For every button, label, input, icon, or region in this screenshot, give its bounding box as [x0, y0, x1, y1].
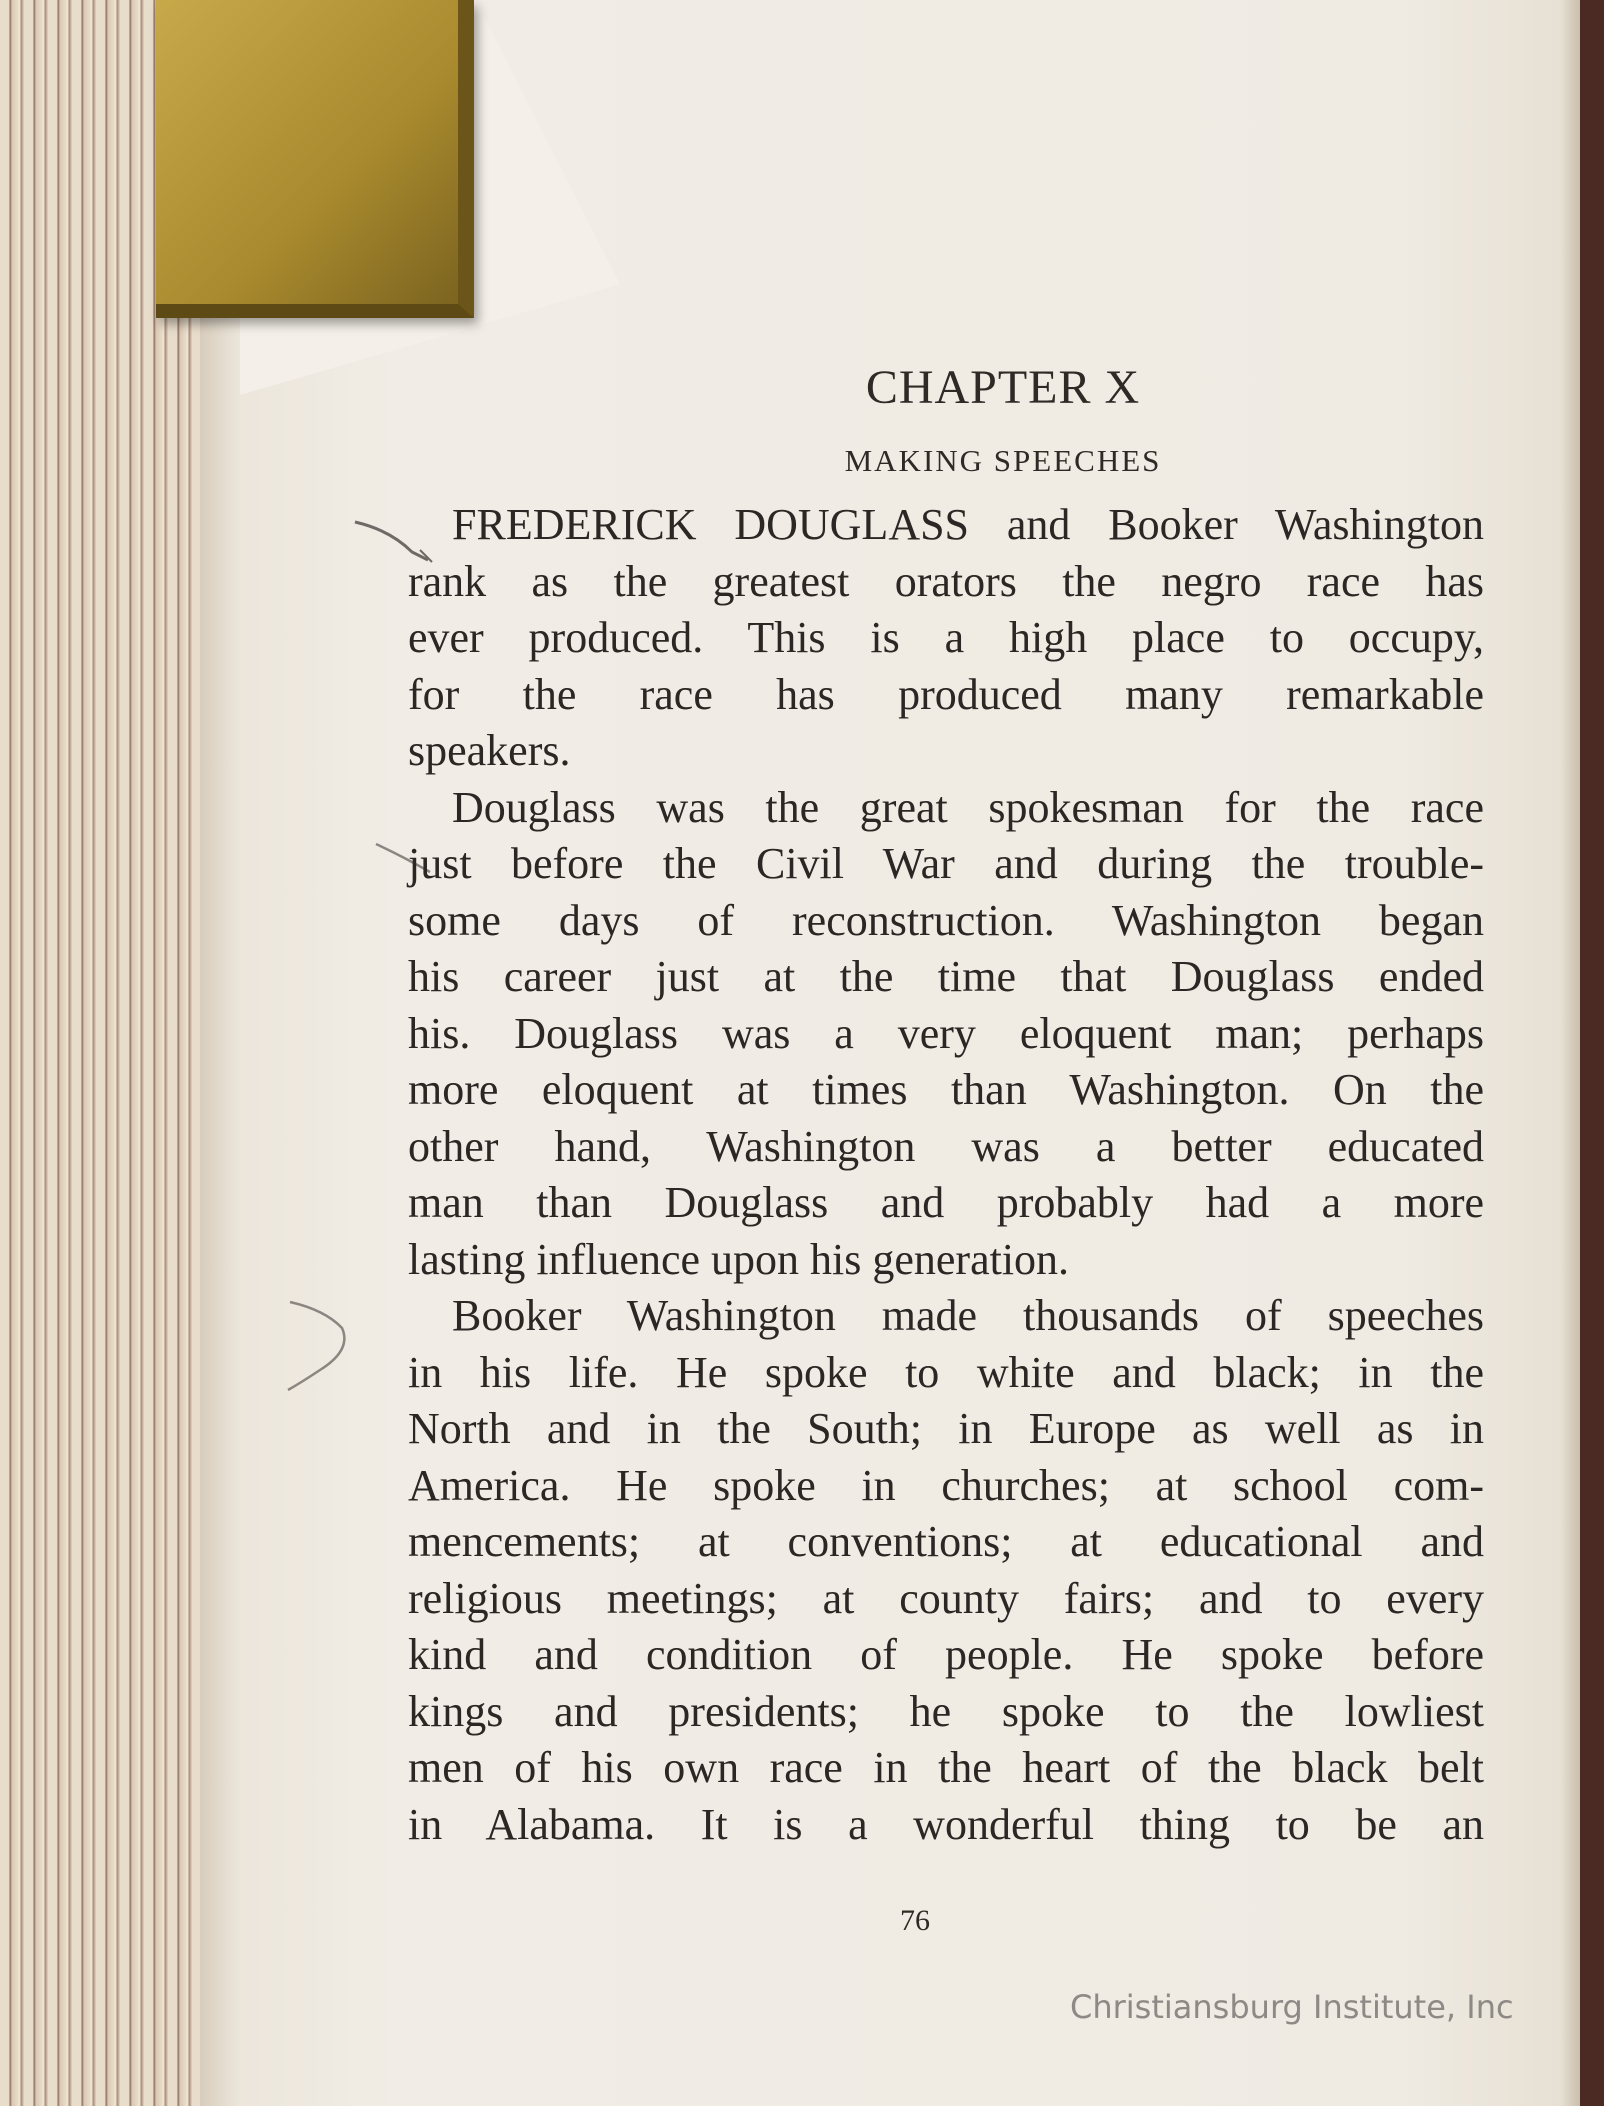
- paragraph-3: [388, 1288, 1484, 1853]
- paragraph-line: rank as the greatest orators the negro race has: [408, 556, 1484, 606]
- paragraph-line: man than Douglass and probably had a more: [408, 1178, 1484, 1227]
- paragraph-line: his. Douglass was a very eloquent man; perhaps: [408, 1008, 1484, 1058]
- page-number: 76: [900, 1904, 930, 1937]
- paragraph-line: men of his own race in the heart of the black belt: [408, 1743, 1484, 1792]
- paragraph-line: kings and presidents; he spoke to the lowliest: [408, 1686, 1484, 1736]
- brass-clip-bookmark: [156, 0, 474, 318]
- paragraph-1: [388, 497, 1484, 780]
- paragraph-line: some days of reconstruction. Washington began: [408, 895, 1484, 945]
- paragraph-line: FREDERICK DOUGLASS and Booker Washington: [452, 500, 1484, 549]
- paragraph-line: his career just at the time that Douglass ended: [408, 952, 1484, 1001]
- watermark: Christiansburg Institute, Inc: [1070, 1988, 1514, 2026]
- paragraph-line: more eloquent at times than Washington. On the: [408, 1065, 1484, 1114]
- paragraph-line: kind and condition of people. He spoke before: [408, 1630, 1484, 1679]
- paragraph-line: Booker Washington made thousands of speeches: [452, 1291, 1484, 1340]
- paragraph-line: in his life. He spoke to white and black; in the: [408, 1347, 1484, 1397]
- paragraph-line: other hand, Washington was a better educated: [408, 1121, 1484, 1171]
- paragraph-line: ever produced. This is a high place to occupy,: [408, 613, 1484, 662]
- paragraph-line: mencements; at conventions; at educational and: [408, 1517, 1484, 1566]
- section-title: MAKING SPEECHES: [844, 443, 1162, 478]
- chapter-text: [388, 360, 1488, 1853]
- chapter-heading: CHAPTER X: [865, 361, 1141, 414]
- paragraph-line: just before the Civil War and during the trouble-: [408, 839, 1484, 888]
- paragraph-2: [388, 780, 1484, 1289]
- paragraph-line: America. He spoke in churches; at school com-: [408, 1460, 1484, 1510]
- paragraph-line: in Alabama. It is a wonderful thing to be an: [408, 1799, 1484, 1849]
- pencil-mark-3: [280, 1290, 380, 1400]
- paragraph-line: for the race has produced many remarkable: [408, 669, 1484, 719]
- paragraph-line: religious meetings; at county fairs; and to every: [408, 1573, 1484, 1623]
- paragraph-line: lasting influence upon his generation.: [408, 1234, 1070, 1284]
- paragraph-line: speakers.: [408, 726, 571, 775]
- paragraph-line: Douglass was the great spokesman for the race: [452, 782, 1484, 832]
- paragraph-line: North and in the South; in Europe as well as in: [408, 1404, 1484, 1453]
